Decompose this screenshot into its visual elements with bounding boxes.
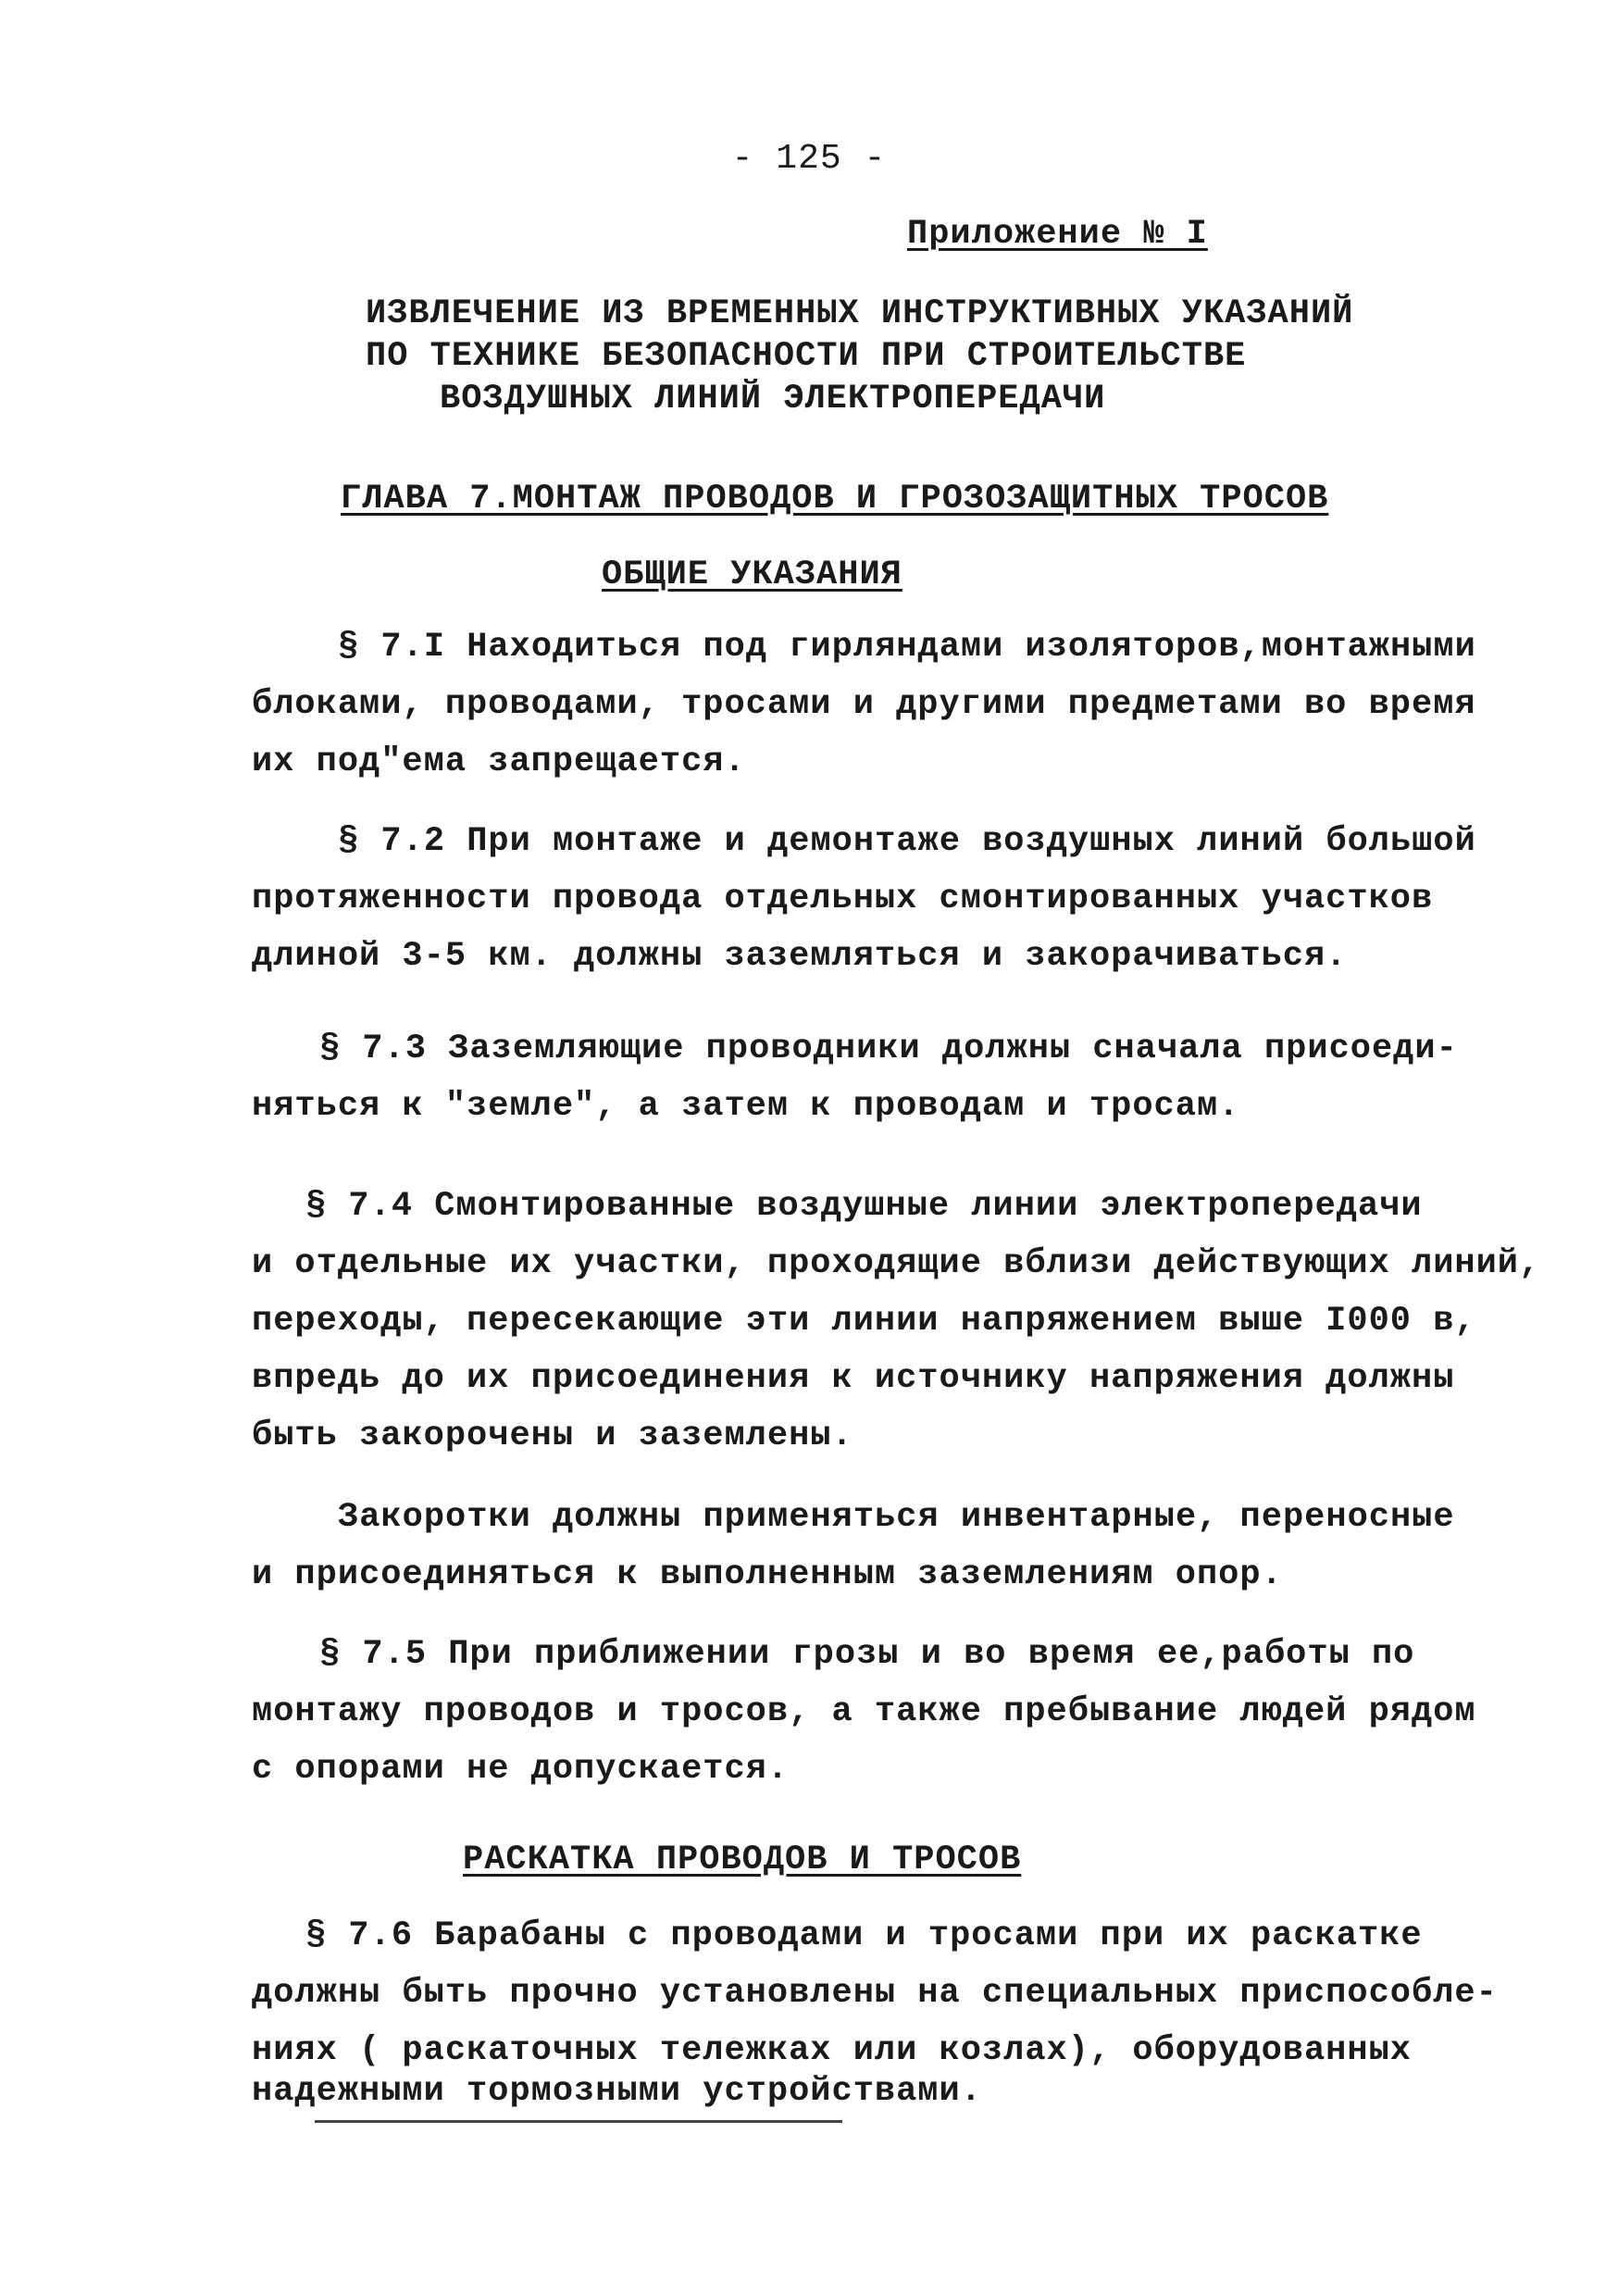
paragraph-7-5-line-1: § 7.5 При приближении грозы и во время ее,работы по: [319, 1635, 1415, 1674]
paragraph-7-4-line-4: впредь до их присоединения к источнику напряжения должны: [252, 1359, 1455, 1398]
paragraph-7-6-line-4: надежными тормозными устройствами.: [252, 2072, 982, 2111]
paragraph-7-3-line-2: няться к "земле", а затем к проводам и тросам.: [252, 1087, 1240, 1126]
paragraph-7-6-line-3: ниях ( раскаточных тележках или козлах), оборудованных: [252, 2031, 1412, 2070]
paragraph-7-2-line-3: длиной 3-5 км. должны заземляться и закорачиваться.: [252, 937, 1348, 976]
paragraph-7-4-note-line-2: и присоединяться к выполненным заземлениям опор.: [252, 1555, 1283, 1594]
bottom-rule: [315, 2120, 842, 2123]
paragraph-7-4-note-line-1: Закоротки должны применяться инвентарные, переносные: [338, 1498, 1455, 1537]
title-line-2: ПО ТЕХНИКЕ БЕЗОПАСНОСТИ ПРИ СТРОИТЕЛЬСТВЕ: [366, 337, 1247, 376]
paragraph-7-4-line-1: § 7.4 Смонтированные воздушные линии электропередачи: [305, 1187, 1423, 1226]
section-heading-general: ОБЩИЕ УКАЗАНИЯ: [602, 555, 902, 594]
paragraph-7-1-line-1: § 7.I Находиться под гирляндами изоляторов,монтажными: [338, 628, 1476, 667]
title-line-3: ВОЗДУШНЫХ ЛИНИЙ ЭЛЕКТРОПЕРЕДАЧИ: [440, 380, 1106, 418]
paragraph-7-2-line-2: протяженности провода отдельных смонтированных участков: [252, 880, 1434, 918]
paragraph-7-4-line-3: переходы, пересекающие эти линии напряжением выше I000 в,: [252, 1302, 1476, 1341]
paragraph-7-1-line-3: их под"ема запрещается.: [252, 742, 746, 781]
paragraph-7-6-line-2: должны быть прочно установлены на специальных приспособле-: [252, 1974, 1498, 2013]
section-heading-rolling: РАСКАТКА ПРОВОДОВ И ТРОСОВ: [463, 1841, 1022, 1879]
page-number: - 125 -: [731, 139, 887, 179]
title-line-1: ИЗВЛЕЧЕНИЕ ИЗ ВРЕМЕННЫХ ИНСТРУКТИВНЫХ УКАЗАНИЙ: [366, 294, 1354, 333]
paragraph-7-3-line-1: § 7.3 Заземляющие проводники должны сначала присоеди-: [319, 1029, 1458, 1068]
paragraph-7-1-line-2: блоками, проводами, тросами и другими предметами во время: [252, 685, 1476, 724]
paragraph-7-2-line-1: § 7.2 При монтаже и демонтаже воздушных линий большой: [338, 822, 1476, 861]
paragraph-7-5-line-2: монтажу проводов и тросов, а также пребывание людей рядом: [252, 1692, 1476, 1731]
appendix-label: Приложение № I: [907, 215, 1208, 254]
chapter-heading: ГЛАВА 7.МОНТАЖ ПРОВОДОВ И ГРОЗОЗАЩИТНЫХ ТРОСОВ: [341, 480, 1329, 518]
paragraph-7-4-line-2: и отдельные их участки, проходящие вблизи действующих линий,: [252, 1244, 1541, 1283]
paragraph-7-5-line-3: с опорами не допускается.: [252, 1750, 790, 1789]
paragraph-7-4-line-5: быть закорочены и заземлены.: [252, 1416, 853, 1455]
paragraph-7-6-line-1: § 7.6 Барабаны с проводами и тросами при их раскатке: [305, 1916, 1423, 1955]
